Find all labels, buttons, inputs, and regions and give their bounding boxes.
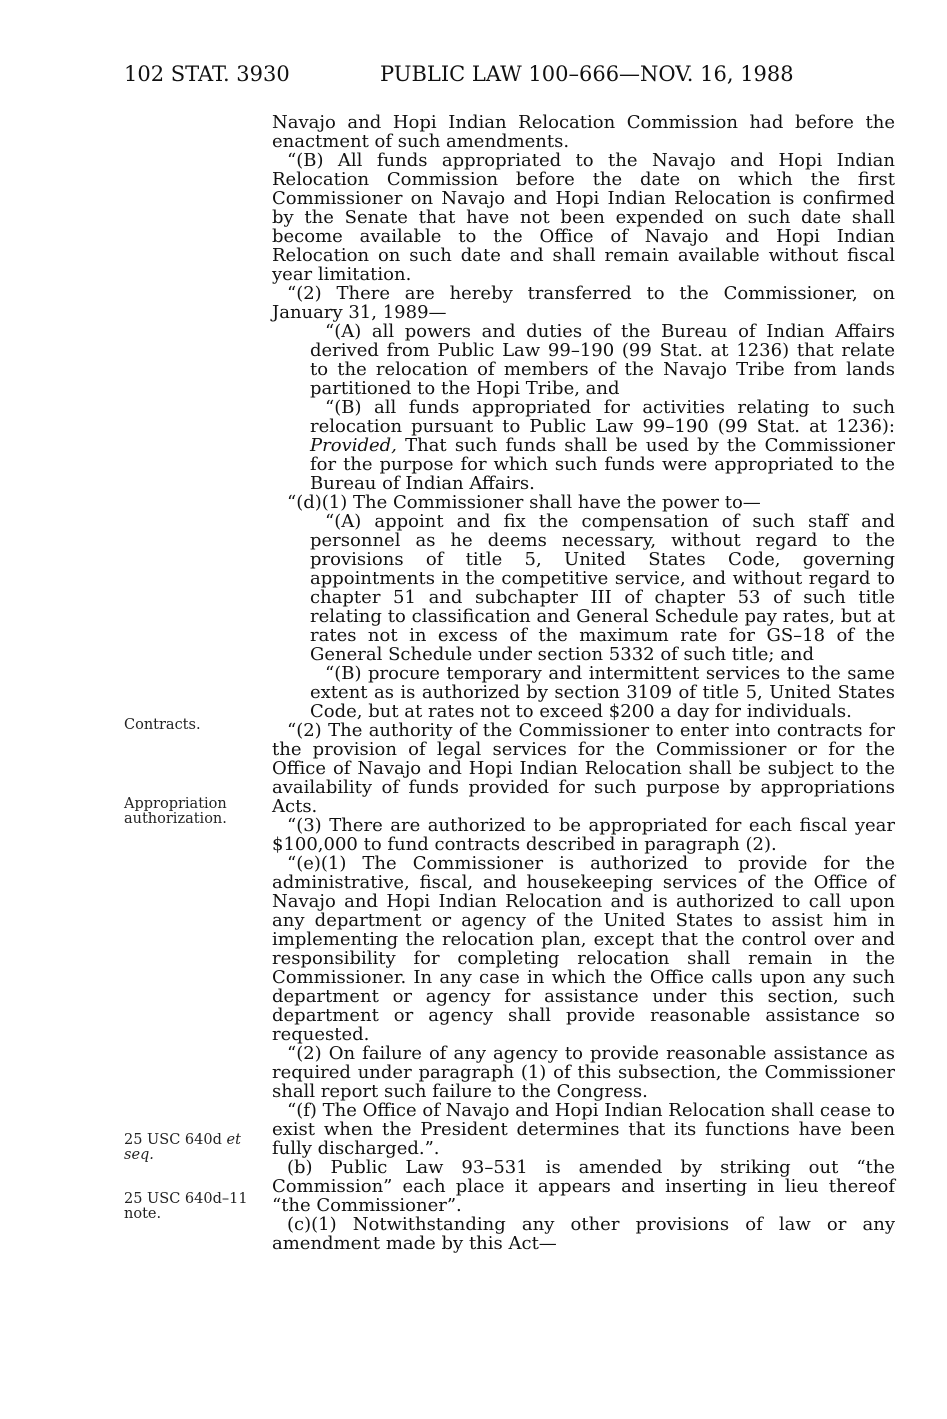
paragraph-f: “(f) The Office of Navajo and Hopi Indian Relocation shall cease to exist when the President determines that its functions have been fully discharged.”. [272, 1100, 895, 1159]
paragraph-c-1: (c)(1) Notwithstanding any other provisions of law or any amendment made by this Act— [272, 1214, 895, 1254]
paragraph-e-1: “(e)(1) The Commissioner is authorized to provide for the administrative, fiscal, and housekeeping services of the Office of Navajo and Hopi Indian Relocation and is authorized to call upon any department or agency of the United States to assist him in implementing the relocation plan, except that the control over and responsibility for completing relocation shall remain in the Commissioner. In any case in which the Office calls upon any such department or agency for assistance under this section, such department or agency shall provide reasonable assistance so requested. [272, 853, 895, 1045]
paragraph-c-1-b: “(B) All funds appropriated to the Navajo and Hopi Indian Relocation Commission before the date on which the first Commissioner on Navajo and Hopi Indian Relocation is confirmed by the Senate that have not been expended on such date shall become available to the Office of Navajo and Hopi Indian Relocation on such date and shall remain available without fiscal year limitation. [272, 150, 895, 285]
paragraph-d-1-b: “(B) procure temporary and intermittent services to the same extent as is authorized by section 3109 of title 5, United States Code, but at rates not to exceed $200 a day for individuals. [310, 663, 895, 722]
statute-body-text [272, 113, 895, 1253]
usc-640d-et: et [226, 1132, 241, 1148]
margin-note-appropriation-line1: Appropriation [124, 796, 227, 812]
usc-640d-11-citation: 25 USC 640d–11 [124, 1191, 248, 1207]
margin-note-usc-640d-11 [124, 1192, 259, 1222]
paragraph-b: (b) Public Law 93–531 is amended by striking out “the Commission” each place it appears and inserting in lieu thereof “the Commissioner”. [272, 1157, 895, 1216]
paragraph-d-1-a: “(A) appoint and fix the compensation of such staff and personnel as he deems necessary, without regard to the provisions of title 5, United States Code, governing appointments in the competitive service, and without regard to chapter 51 and subchapter III of chapter 53 of such title relating to classification and General Schedule pay rates, but at rates not in excess of the maximum rate for GS–18 of the General Schedule under section 5332 of such title; and [310, 511, 895, 665]
paragraph-c-2: “(2) There are hereby transferred to the Commissioner, on January 31, 1989— [272, 283, 895, 323]
margin-notes [124, 0, 254, 1419]
paragraph-d-2: “(2) The authority of the Commissioner to enter into contracts for the provision of legal services for the Commissioner or for the Office of Navajo and Hopi Indian Relocation shall be subject to the availability of funds provided for such purpose by appropriations Acts. [272, 720, 895, 817]
statute-page-reference: 102 STAT. 3930 [124, 62, 290, 86]
usc-640d-11-note: note. [124, 1206, 162, 1222]
paragraph-c-2-a: “(A) all powers and duties of the Bureau of Indian Affairs derived from Public Law 99–190 (99 Stat. at 1236) that relate to the relocation of members of the Navajo Tribe from lands partitioned to the Hopi Tribe, and [310, 321, 895, 399]
usc-640d-citation: 25 USC 640d [124, 1132, 222, 1148]
paragraph-continuation: Navajo and Hopi Indian Relocation Commission had before the enactment of such amendments. [272, 112, 895, 152]
margin-note-contracts: Contracts. [124, 717, 201, 733]
usc-640d-seq: seq. [124, 1147, 154, 1163]
paragraph-d-3: “(3) There are authorized to be appropriated for each fiscal year $100,000 to fund contracts described in paragraph (2). [272, 815, 895, 855]
margin-note-appropriation-line2: authorization. [124, 811, 227, 827]
public-law-title: PUBLIC LAW 100–666—NOV. 16, 1988 [380, 62, 794, 86]
paragraph-c-2-b [272, 398, 895, 493]
paragraph-e-2: “(2) On failure of any agency to provide reasonable assistance as required under paragraph (1) of this subsection, the Commissioner shall report such failure to the Congress. [272, 1043, 895, 1102]
paragraph-d-1: “(d)(1) The Commissioner shall have the power to— [287, 492, 761, 513]
provided-proviso: Provided, [310, 435, 397, 456]
margin-note-appropriation [124, 797, 259, 827]
paragraph-c-2-b-proviso-text: That such funds shall be used by the Commissioner for the purpose for which such funds were appropriated to the Bureau of Indian Affairs. [310, 435, 895, 494]
margin-note-usc-640d [124, 1133, 259, 1163]
paragraph-c-2-b-text: “(B) all funds appropriated for activities relating to such relocation pursuant to Public Law 99–190 (99 Stat. at 1236): [310, 397, 895, 437]
